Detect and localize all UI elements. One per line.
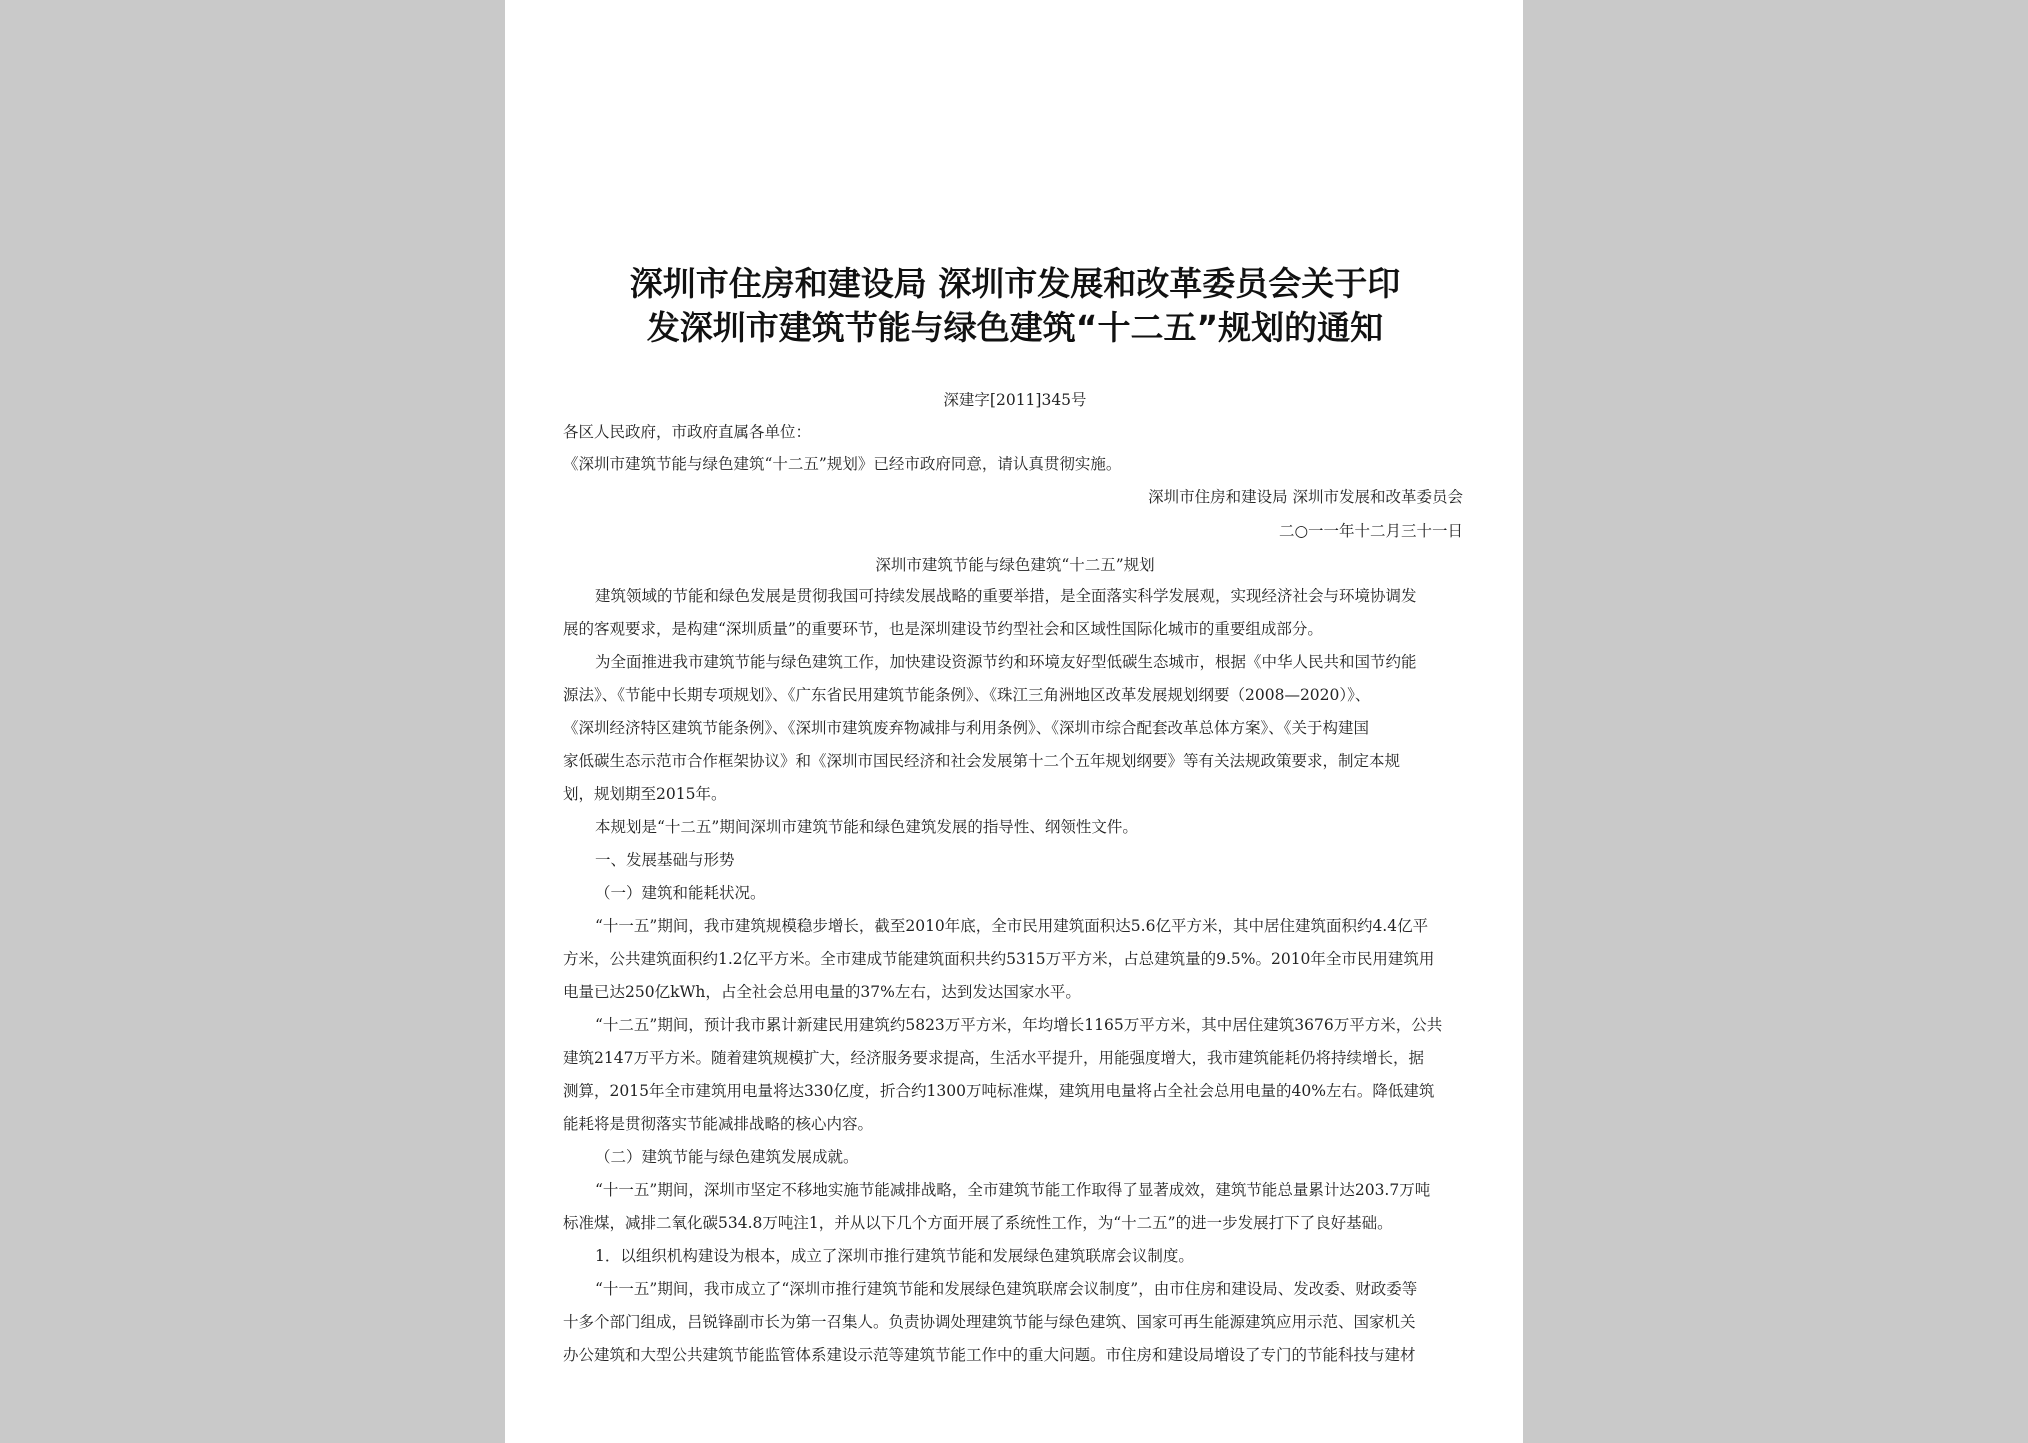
- body-line: “十一五”期间，我市成立了“深圳市推行建筑节能和发展绿色建筑联席会议制度”，由市住房和建设局、发改委、财政委等: [595, 1280, 1418, 1298]
- body-line: “十一五”期间，深圳市坚定不移地实施节能减排战略，全市建筑节能工作取得了显著成效，建筑节能总量累计达203.7万吨: [595, 1181, 1431, 1199]
- body-line: 电量已达250亿kWh，占全社会总用电量的37%左右，达到发达国家水平。: [563, 983, 1081, 1001]
- body-line: 十多个部门组成，吕锐锋副市长为第一召集人。负责协调处理建筑节能与绿色建筑、国家可再生能源建筑应用示范、国家机关: [563, 1313, 1416, 1331]
- addressee: 各区人民政府，市政府直属各单位：: [563, 423, 812, 441]
- body-line: 划，规划期至2015年。: [563, 785, 727, 803]
- body-line: 家低碳生态示范市合作框架协议》和《深圳市国民经济和社会发展第十二个五年规划纲要》等有关法规政策要求，制定本规: [563, 752, 1401, 770]
- document-page: [505, 0, 1523, 1443]
- subsection-heading: （一）建筑和能耗状况。: [595, 884, 766, 902]
- issuer-signature: 深圳市住房和建设局 深圳市发展和改革委员会: [1148, 488, 1463, 506]
- notice-text: 《深圳市建筑节能与绿色建筑“十二五”规划》已经市政府同意，请认真贯彻实施。: [563, 455, 1122, 473]
- body-line: 方米，公共建筑面积约1.2亿平方米。全市建成节能建筑面积共约5315万平方米，占总建筑量的9.5%。2010年全市民用建筑用: [563, 950, 1435, 968]
- body-line: 建筑2147万平方米。随着建筑规模扩大，经济服务要求提高，生活水平提升，用能强度增大，我市建筑能耗仍将持续增长，据: [563, 1049, 1424, 1067]
- body-line: 标准煤，减排二氧化碳534.8万吨注1，并从以下几个方面开展了系统性工作，为“十二五”的进一步发展打下了良好基础。: [563, 1214, 1393, 1232]
- doc-number: 深建字[2011]345号: [943, 391, 1087, 409]
- body-line: 办公建筑和大型公共建筑节能监管体系建设示范等建筑节能工作中的重大问题。市住房和建设局增设了专门的节能科技与建材: [563, 1346, 1416, 1364]
- body-line: “十一五”期间，我市建筑规模稳步增长，截至2010年底，全市民用建筑面积达5.6亿平方米，其中居住建筑面积约4.4亿平: [595, 917, 1429, 935]
- subsection-heading: （二）建筑节能与绿色建筑发展成就。: [595, 1148, 859, 1166]
- body-line: 建筑领域的节能和绿色发展是贯彻我国可持续发展战略的重要举措，是全面落实科学发展观，实现经济社会与环境协调发: [595, 587, 1417, 605]
- body-line: 能耗将是贯彻落实节能减排战略的核心内容。: [563, 1115, 874, 1133]
- document-title: [595, 262, 1435, 350]
- plan-title: 深圳市建筑节能与绿色建筑“十二五”规划: [875, 556, 1155, 574]
- title-line-1: 深圳市住房和建设局 深圳市发展和改革委员会关于印: [629, 264, 1401, 303]
- body-line: 源法》、《节能中长期专项规划》、《广东省民用建筑节能条例》、《珠江三角洲地区改革发展规划纲要（2008—2020）》、: [563, 686, 1371, 704]
- body-line: 展的客观要求，是构建“深圳质量”的重要环节，也是深圳建设节约型社会和区域性国际化城市的重要组成部分。: [563, 620, 1323, 638]
- body-line: 《深圳经济特区建筑节能条例》、《深圳市建筑废弃物减排与利用条例》、《深圳市综合配套改革总体方案》、《关于构建国: [563, 719, 1370, 737]
- body-line: “十二五”期间，预计我市累计新建民用建筑约5823万平方米，年均增长1165万平方米，其中居住建筑3676万平方米，公共: [595, 1016, 1443, 1034]
- body-line: 测算，2015年全市建筑用电量将达330亿度，折合约1300万吨标准煤，建筑用电量将占全社会总用电量的40%左右。降低建筑: [563, 1082, 1435, 1100]
- issue-date: 二○一一年十二月三十一日: [1278, 522, 1463, 540]
- body-line: 为全面推进我市建筑节能与绿色建筑工作，加快建设资源节约和环境友好型低碳生态城市，根据《中华人民共和国节约能: [595, 653, 1417, 671]
- body-line: 本规划是“十二五”期间深圳市建筑节能和绿色建筑发展的指导性、纲领性文件。: [595, 818, 1138, 836]
- numbered-item: 1．以组织机构建设为根本，成立了深圳市推行建筑节能和发展绿色建筑联席会议制度。: [595, 1247, 1194, 1265]
- title-line-2: 发深圳市建筑节能与绿色建筑“十二五”规划的通知: [646, 308, 1384, 347]
- section-heading: 一、发展基础与形势: [595, 851, 735, 869]
